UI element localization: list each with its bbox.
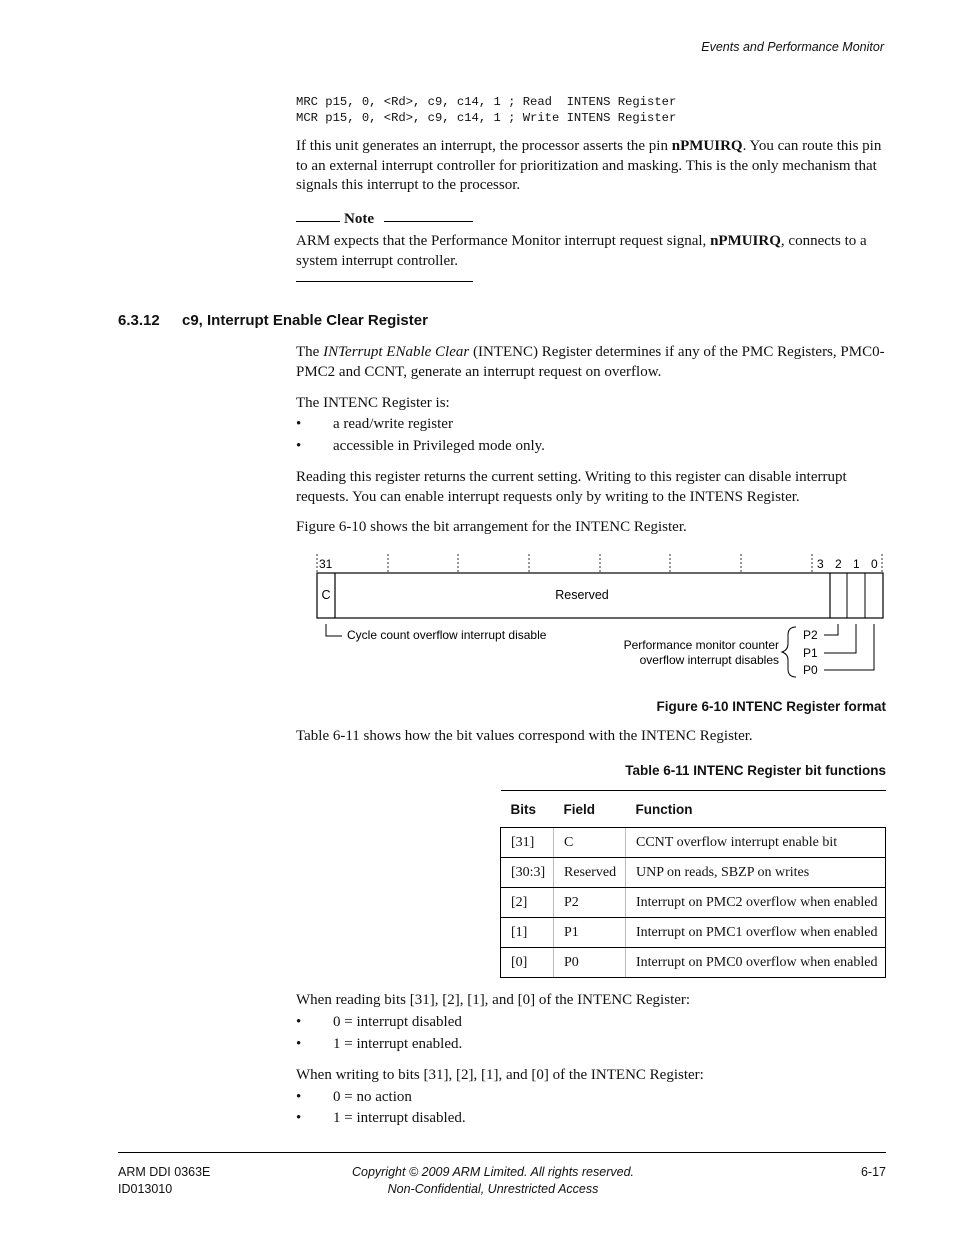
code-block — [296, 94, 676, 126]
table-cell: CCNT overflow interrupt enable bit — [626, 828, 886, 858]
table-row — [501, 948, 886, 978]
p0-leader — [824, 624, 874, 670]
note-text: ARM expects that the Performance Monitor interrupt request signal, nPMUIRQ, connects to a system interrupt controller. — [296, 233, 867, 269]
writing-bits-text: When writing to bits [31], [2], [1], and [0] of the INTENC Register: — [296, 1067, 704, 1083]
code-line: MCR p15, 0, <Rd>, c9, c14, 1 ; Write INTENS Register — [296, 111, 677, 125]
label-p1: P1 — [803, 646, 818, 660]
table-cell: [2] — [501, 888, 554, 918]
pin-name: nPMUIRQ — [671, 138, 743, 154]
cycle-count-label: Cycle count overflow interrupt disable — [347, 628, 547, 642]
table-caption: Table 6-11 INTENC Register bit functions — [625, 763, 886, 778]
table-row — [501, 858, 886, 888]
note-rule-right — [384, 221, 473, 222]
section-heading — [118, 312, 428, 329]
table-cell: [30:3] — [501, 858, 554, 888]
table-cell: [0] — [501, 948, 554, 978]
footer-copyright — [300, 1164, 686, 1198]
table-cell: Interrupt on PMC2 overflow when enabled — [626, 888, 886, 918]
access-text: Non-Confidential, Unrestricted Access — [387, 1182, 599, 1196]
field-reserved: Reserved — [555, 588, 609, 602]
table-row — [501, 828, 886, 858]
field-c: C — [321, 588, 331, 602]
reading-paragraph: Reading this register returns the current setting. Writing to this register can disable interrupt requests. You can enable interrupt requests only by writing to the INTENS Register. — [296, 469, 847, 505]
table-cell: P1 — [554, 918, 626, 948]
cycle-count-leader — [326, 624, 342, 636]
pmc-label-line2: overflow interrupt disables — [639, 653, 779, 667]
list-item: • 1 = interrupt disabled. — [296, 1110, 466, 1126]
interrupt-paragraph: If this unit generates an interrupt, the processor asserts the pin nPMUIRQ. You can route this pin to an external interrupt controller for prioritization and masking. This is the only mechanism that signals this interrupt to the processor. — [296, 138, 882, 193]
note-rule-left — [296, 221, 340, 222]
label-p0: P0 — [803, 663, 818, 677]
table-cell: [1] — [501, 918, 554, 948]
table-cell: Interrupt on PMC0 overflow when enabled — [626, 948, 886, 978]
table-row — [501, 918, 886, 948]
bit-number-0: 0 — [871, 557, 878, 571]
table-cell: Reserved — [554, 858, 626, 888]
column-header: Function — [626, 791, 886, 828]
list-item: • 1 = interrupt enabled. — [296, 1036, 463, 1052]
intro-paragraph: The INTerrupt ENable Clear (INTENC) Register determines if any of the PMC Registers, PMC0-PMC2 and CCNT, generate an interrupt request on overflow. — [296, 344, 885, 380]
table-header-row — [501, 791, 886, 828]
table-cell: UNP on reads, SBZP on writes — [626, 858, 886, 888]
column-header: Bits — [501, 791, 554, 828]
bit-number-3: 3 — [817, 557, 824, 571]
reading-bits-text: When reading bits [31], [2], [1], and [0] of the INTENC Register: — [296, 992, 691, 1008]
signal-name: nPMUIRQ — [710, 233, 781, 249]
list-item: • 0 = interrupt disabled — [296, 1014, 462, 1030]
table-cell: C — [554, 828, 626, 858]
figure-caption: Figure 6-10 INTENC Register format — [656, 699, 886, 714]
code-line: MRC p15, 0, <Rd>, c9, c14, 1 ; Read INTENS Register — [296, 95, 677, 109]
bit-number-31: 31 — [319, 557, 333, 571]
page-number: 6-17 — [860, 1165, 886, 1179]
intenc-is-text: The INTENC Register is: — [296, 395, 450, 411]
figure-reference: Figure 6-10 shows the bit arrangement for the INTENC Register. — [296, 519, 687, 535]
bit-number-1: 1 — [853, 557, 860, 571]
bit-number-2: 2 — [835, 557, 842, 571]
table-cell: [31] — [501, 828, 554, 858]
register-term: INTerrupt ENable Clear — [323, 344, 470, 360]
table-reference: Table 6-11 shows how the bit values correspond with the INTENC Register. — [296, 728, 753, 744]
copyright-text: Copyright © 2009 ARM Limited. All rights reserved. — [351, 1165, 634, 1179]
footer-rule — [118, 1152, 886, 1153]
bit-functions-table — [500, 790, 886, 978]
table-cell: P0 — [554, 948, 626, 978]
note-label: Note — [344, 211, 374, 227]
label-p2: P2 — [803, 628, 818, 642]
list-item: • accessible in Privileged mode only. — [296, 438, 545, 454]
note-rule-bottom — [296, 281, 473, 282]
p2-leader — [824, 624, 838, 635]
list-item: • a read/write register — [296, 416, 453, 432]
running-header: Events and Performance Monitor — [701, 40, 884, 54]
pmc-brace — [782, 627, 796, 677]
footer-doc-ids — [118, 1164, 210, 1198]
doc-code: ID013010 — [118, 1182, 173, 1196]
intenc-register-diagram — [300, 548, 900, 686]
list-item: • 0 = no action — [296, 1089, 412, 1105]
table-row — [501, 888, 886, 918]
pmc-label-line1: Performance monitor counter — [623, 638, 779, 652]
table-cell: Interrupt on PMC1 overflow when enabled — [626, 918, 886, 948]
section-number: 6.3.12 — [118, 312, 160, 329]
table-cell: P2 — [554, 888, 626, 918]
doc-id: ARM DDI 0363E — [118, 1165, 211, 1179]
p1-leader — [824, 624, 856, 653]
section-title: c9, Interrupt Enable Clear Register — [182, 312, 428, 329]
column-header: Field — [554, 791, 626, 828]
